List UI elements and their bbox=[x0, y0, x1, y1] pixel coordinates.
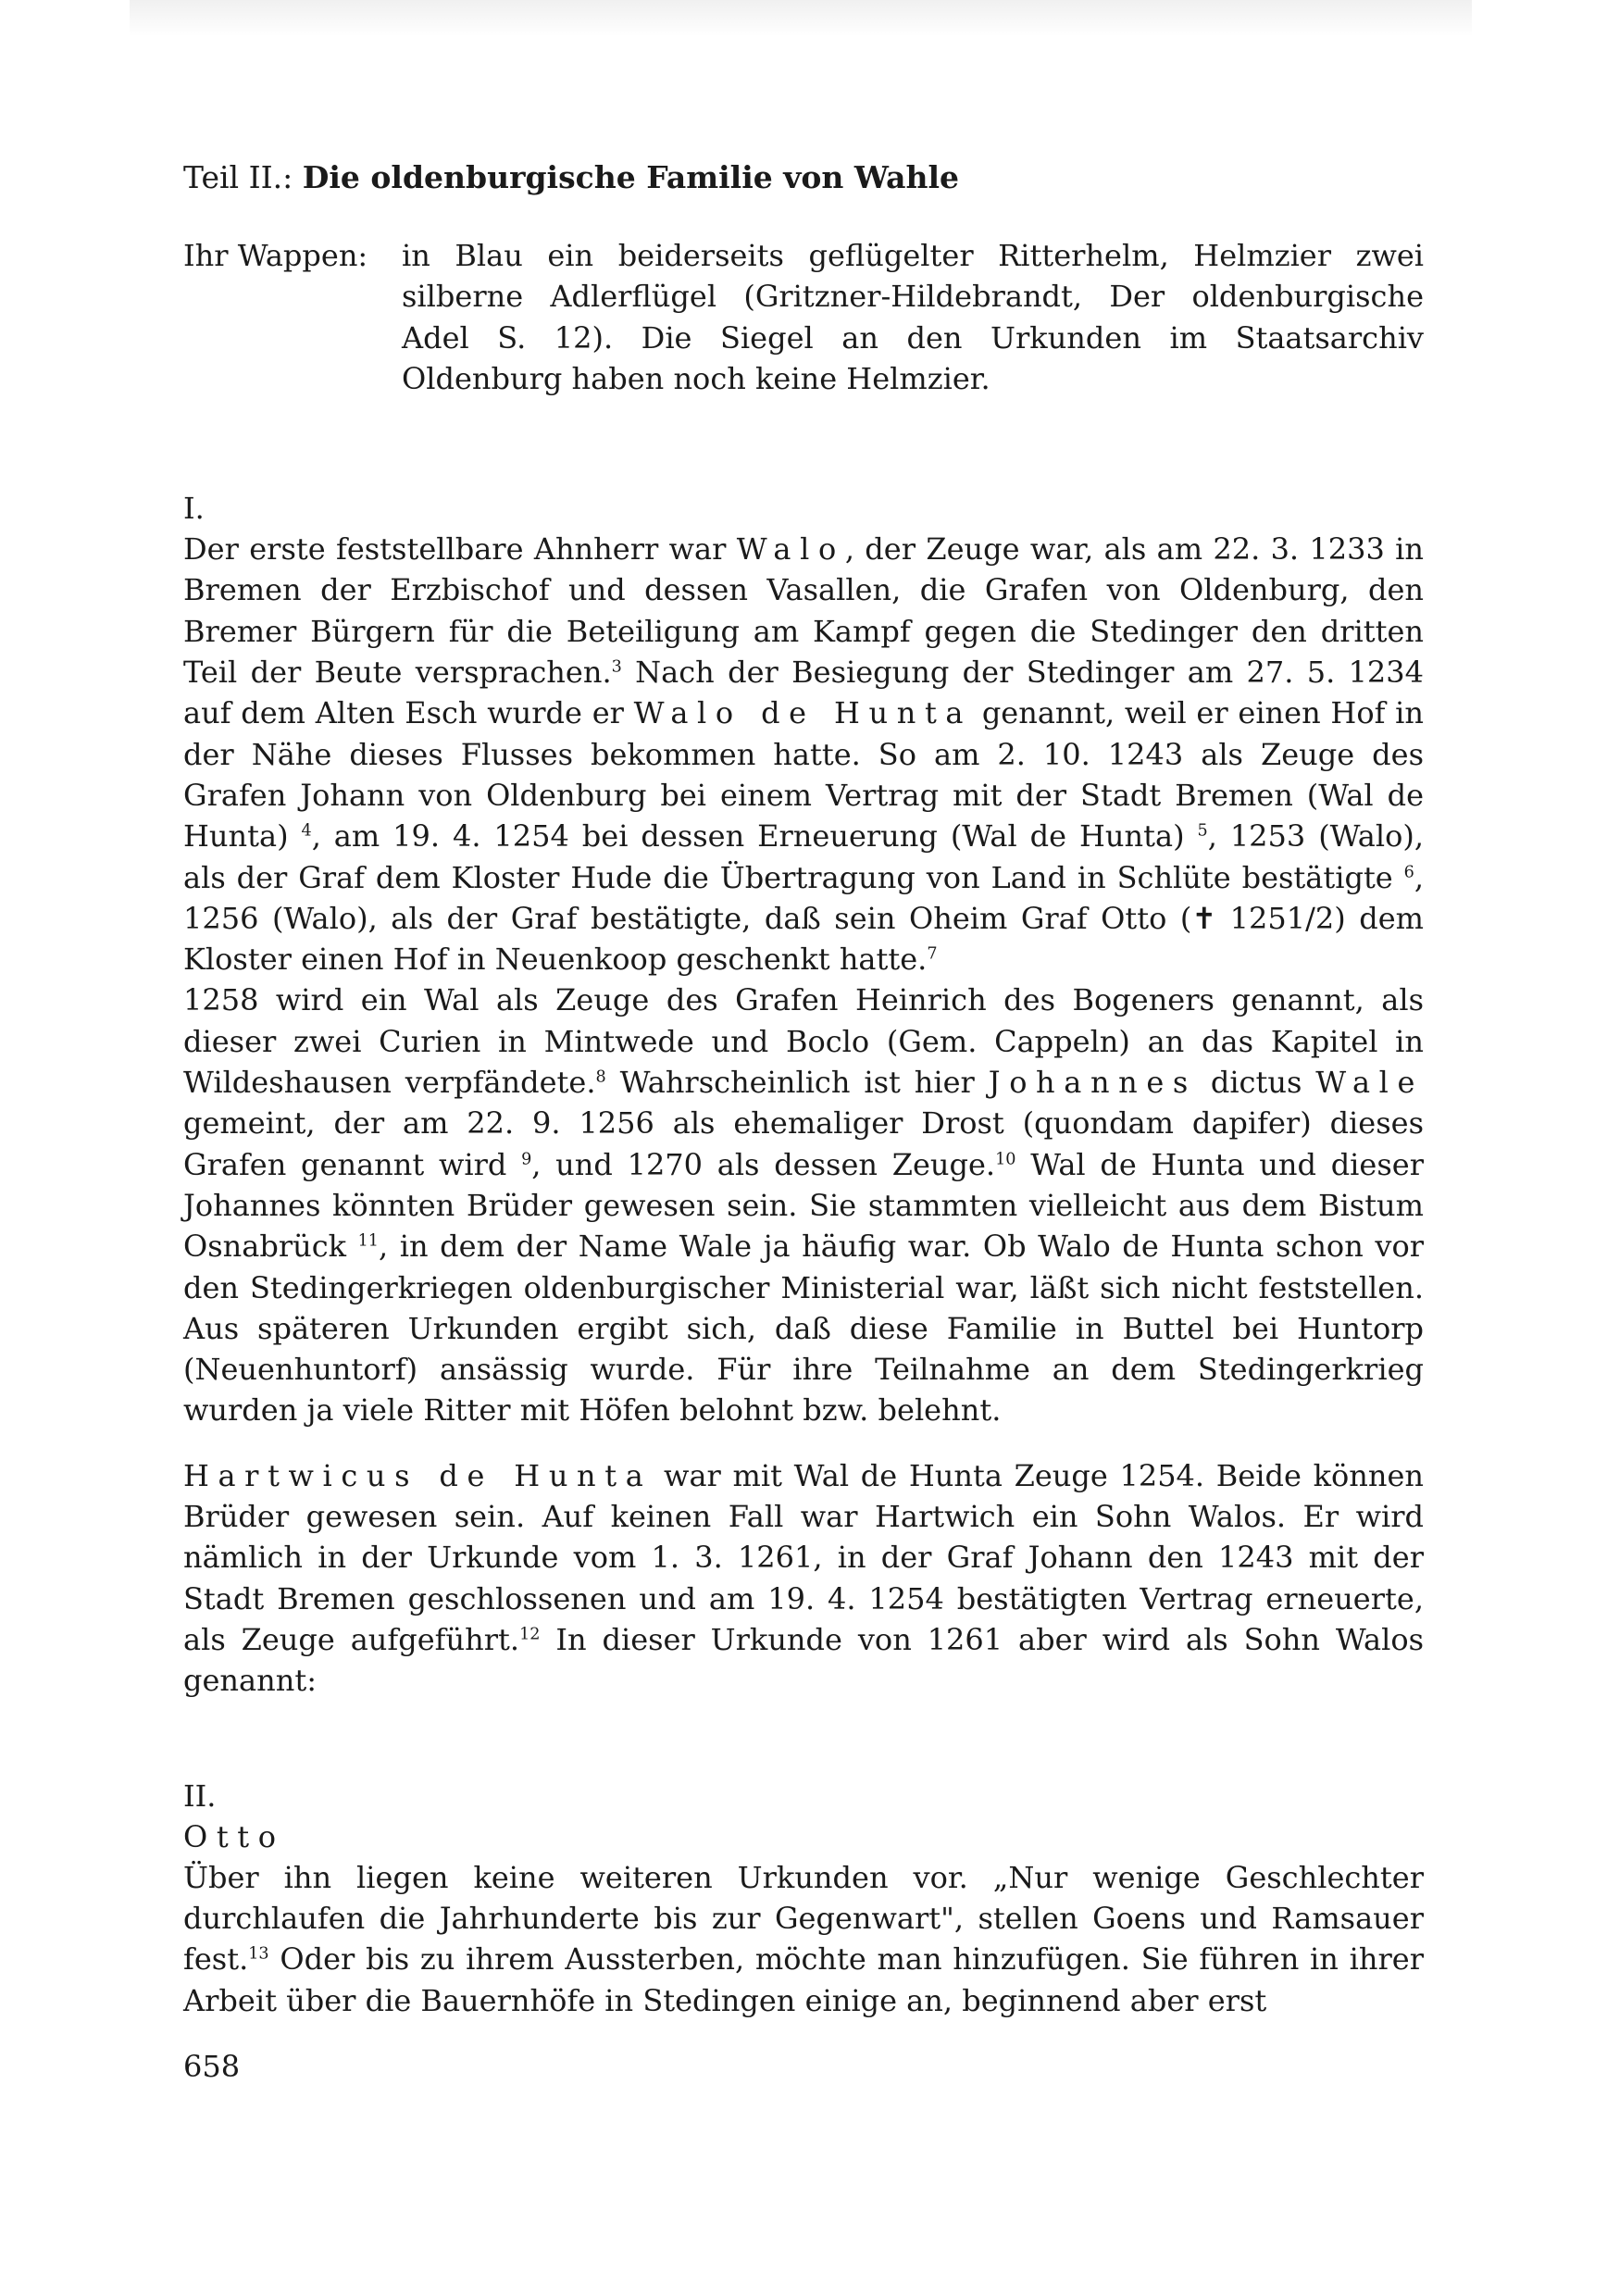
scan-shadow bbox=[130, 0, 1472, 37]
section-number-1: I. bbox=[183, 491, 205, 527]
text-run: Oder bis zu ihrem Aussterben, möchte man hinzufügen. Sie führen in ihrer Arbeit über die Bauernhöfe in Stedingen einige an, beginnend aber erst bbox=[183, 1941, 1424, 2018]
spaced-name-johannes: Johannes bbox=[988, 1065, 1197, 1101]
text-run: , am 19. 4. 1254 bei dessen Erneuerung (Wal de Hunta) bbox=[311, 818, 1185, 855]
coat-of-arms-label: Ihr Wappen: bbox=[183, 238, 368, 273]
paragraph-1 bbox=[183, 529, 1424, 980]
text-run: Nach der Besiegung der Stedinger am 27. 5. 1234 auf dem Alten Esch wurde er bbox=[183, 655, 1425, 731]
page-number: 658 bbox=[183, 2049, 241, 2084]
footnote-ref: 4 bbox=[301, 821, 312, 841]
coat-of-arms-block bbox=[183, 235, 1424, 399]
spaced-name-walo-de-hunta: Walo de Hunta bbox=[633, 695, 973, 731]
text-run: Wal de Hunta und dieser Johannes könnten Brüder gewesen sein. Sie stammten vielleicht aus dem Bistum Osnabrück bbox=[183, 1146, 1425, 1265]
page-title bbox=[183, 157, 1424, 198]
text-run: , und 1270 als dessen Zeuge. bbox=[531, 1146, 996, 1182]
spaced-name-hartwicus: Hartwicus de Hunta bbox=[183, 1457, 653, 1493]
footnote-ref: 12 bbox=[519, 1625, 541, 1644]
paragraph-2 bbox=[183, 980, 1424, 1430]
title-prefix: Teil II.: bbox=[183, 159, 293, 195]
text-run: In dieser Urkunde von 1261 aber wird als Sohn Walos genannt: bbox=[183, 1621, 1425, 1699]
footnote-ref: 5 bbox=[1197, 821, 1208, 841]
text-run: Wahrscheinlich ist hier bbox=[605, 1065, 975, 1101]
title-text: Die oldenburgische Familie von Wahle bbox=[302, 159, 960, 195]
text-run: , 1256 (Walo), als der Graf bestätigte, daß sein Oheim Graf Otto (✝ 1251/2) dem Kloster einen Hof in Neuenkoop geschenkt hatte. bbox=[183, 859, 1425, 978]
spaced-name-wale: Wale bbox=[1315, 1065, 1425, 1101]
text-run: war mit Wal de Hunta Zeuge 1254. Beide können Brüder gewesen sein. Auf keinen Fall war Hartwich ein Sohn Walos. Er wird nämlich in der Urkunde vom 1. 3. 1261, in der Graf Johann den 1243 mit der Stadt Bremen geschlossenen und am 19. 4. 1254 bestätigten Vertrag erneuerte, als Zeuge aufgeführt. bbox=[183, 1457, 1424, 1657]
text-run: 1258 wird ein Wal als Zeuge des Grafen Heinrich des Bogeners genannt, als dieser zwei Curien in Mintwede und Boclo (Gem. Cappeln) an das Kapitel in Wildeshausen verpfändete. bbox=[183, 982, 1424, 1101]
footnote-ref: 10 bbox=[995, 1150, 1016, 1169]
footnote-ref: 6 bbox=[1403, 863, 1414, 882]
text-run: Über ihn liegen keine weiteren Urkunden vor. „Nur wenige Geschlechter durchlaufen die Jahrhunderte bis zur Gegenwart", stellen Goens und Ramsauer fest. bbox=[183, 1859, 1424, 1978]
text-run: , 1253 (Walo), als der Graf dem Kloster Hude die Übertragung von Land in Schlüte bestätigte bbox=[183, 818, 1425, 895]
spaced-name-walo: Walo bbox=[736, 531, 845, 568]
text-run: gemeint, der am 22. 9. 1256 als ehemaliger Drost (quondam dapifer) dieses Grafen genannt wird bbox=[183, 1105, 1424, 1182]
page-content bbox=[183, 157, 1424, 2021]
text-run: Der erste feststellbare Ahnherr war bbox=[183, 531, 727, 568]
section-name-otto: Otto bbox=[183, 1818, 285, 1854]
coat-of-arms-description: in Blau ein beiderseits geflügelter Ritterhelm, Helmzier zwei silberne Adlerflügel (Gritzner-Hildebrandt, Der oldenburgische Adel S. 12). Die Siegel an den Urkunden im Staatsarchiv Oldenburg haben noch keine Helmzier. bbox=[402, 238, 1424, 396]
text-run: genannt, weil er einen Hof in der Nähe dieses Flusses bekommen hatte. So am 2. 10. 1243 als Zeuge des Grafen Johann von Oldenburg bei einem Vertrag mit der Stadt Bremen (Wal de Hunta) bbox=[183, 695, 1425, 855]
paragraph-4 bbox=[183, 1857, 1424, 2021]
footnote-ref: 7 bbox=[927, 944, 938, 964]
paragraph-3 bbox=[183, 1455, 1424, 1702]
footnote-ref: 11 bbox=[357, 1231, 379, 1251]
footnote-ref: 8 bbox=[595, 1067, 606, 1087]
footnote-ref: 13 bbox=[248, 1944, 269, 1964]
text-run: , der Zeuge war, als am 22. 3. 1233 in Bremen der Erzbischof und dessen Vasallen, die Grafen von Oldenburg, den Bremer Bürgern für die Beteiligung am Kampf gegen die Stedinger den dritten Teil der Beute versprachen. bbox=[183, 531, 1425, 691]
text-run: dictus bbox=[1196, 1065, 1302, 1101]
footnote-ref: 3 bbox=[611, 657, 622, 677]
section-number-2: II. bbox=[183, 1778, 217, 1814]
footnote-ref: 9 bbox=[521, 1150, 532, 1169]
text-run: , in dem der Name Wale ja häufig war. Ob Walo de Hunta schon vor den Stedingerkriegen oldenburgischer Ministerial war, läßt sich nicht feststellen. Aus späteren Urkunden ergibt sich, daß diese Familie in Buttel bei Huntorp (Neuenhuntorf) ansässig wurde. Für ihre Teilnahme an dem Stedingerkrieg wurden ja viele Ritter mit Höfen belohnt bzw. belehnt. bbox=[183, 1229, 1424, 1429]
